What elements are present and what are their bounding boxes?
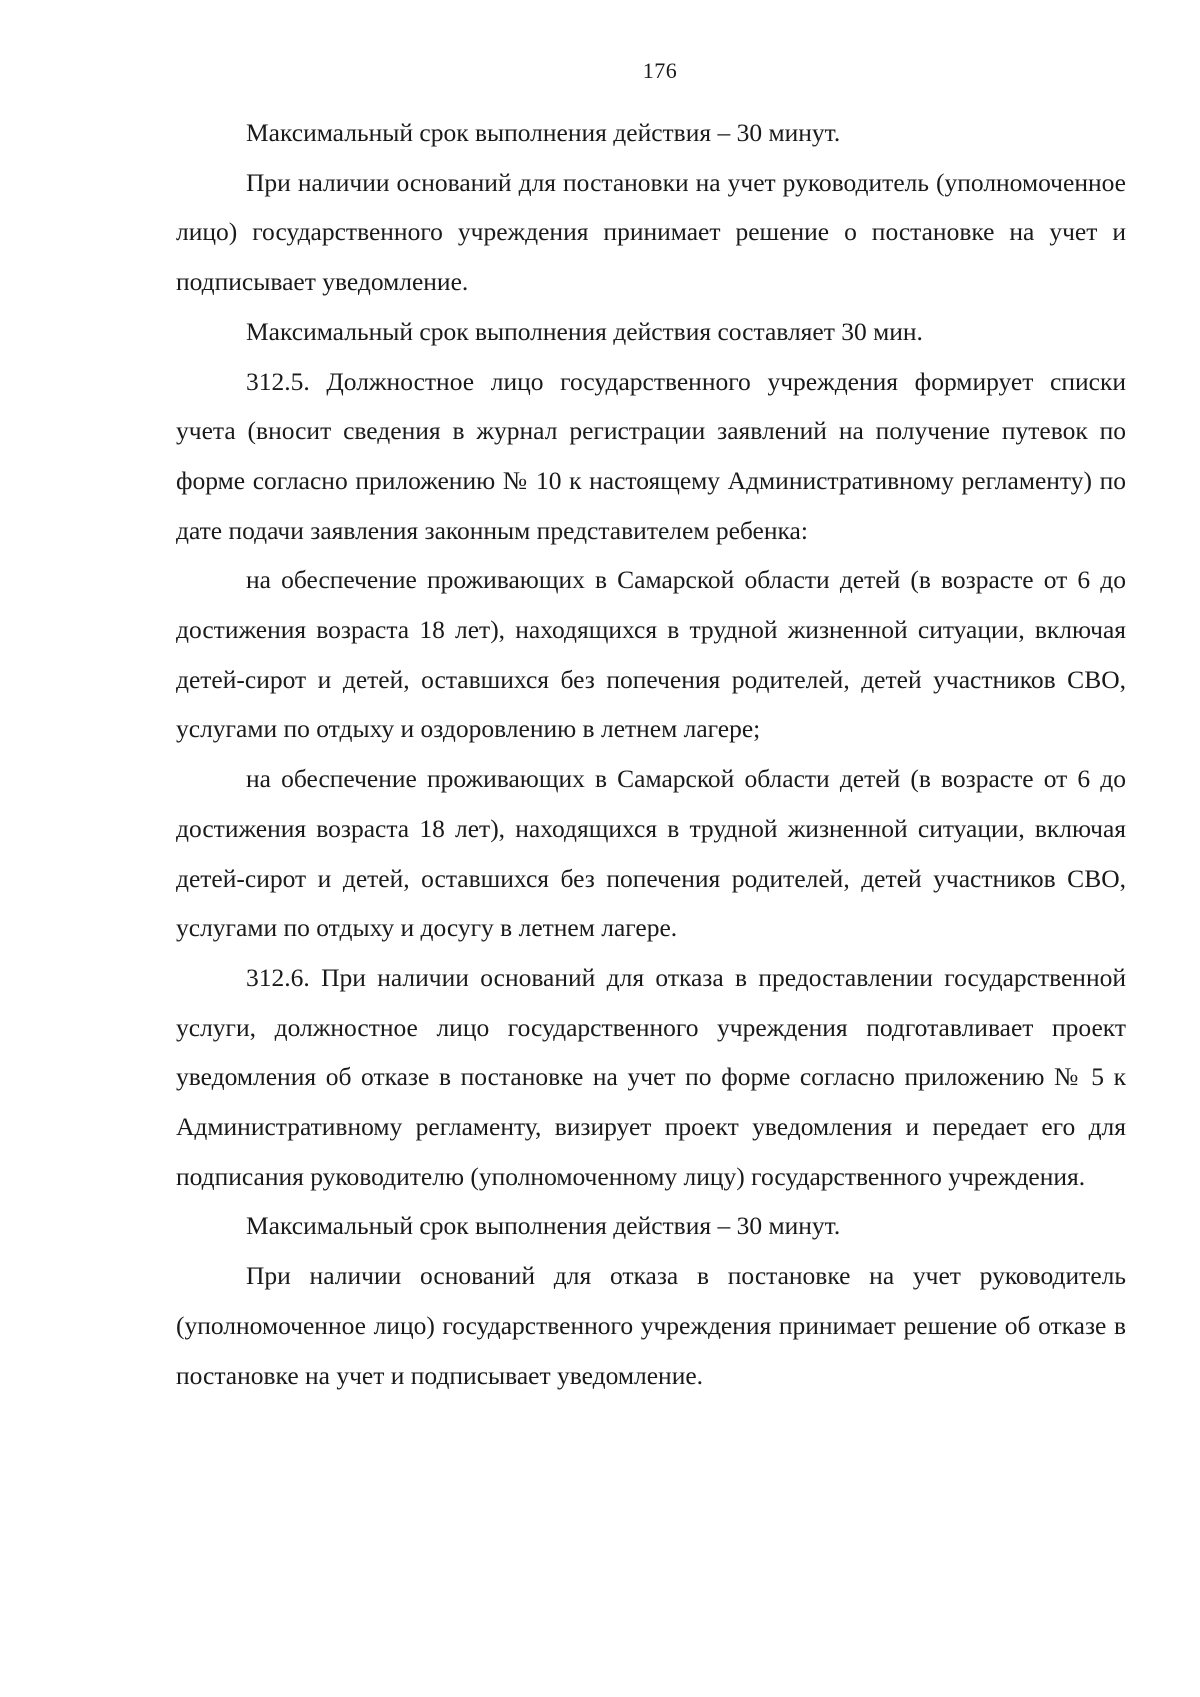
paragraph-refusal-decision: При наличии оснований для отказа в постановке на учет руководитель (уполномоченное лицо) государственного учреждения принимает решение об отказе в постановке на учет и подписывает уведомление. — [176, 1261, 1126, 1390]
paragraph-list-item-leisure: на обеспечение проживающих в Самарской области детей (в возрасте от 6 до достижения возраста 18 лет), находящихся в трудной жизненной ситуации, включая детей-сирот и детей, оставшихся без попечения родителей, детей участников СВО, услугами по отдыху и досугу в летнем лагере. — [176, 764, 1126, 943]
paragraph-312-5: 312.5. Должностное лицо государственного учреждения формирует списки учета (вносит сведения в журнал регистрации заявлений на получение путевок по форме согласно приложению № 10 к настоящему Административному регламенту) по дате подачи заявления законным представителем ребенка: — [176, 366, 1126, 545]
page-number: 176 — [642, 58, 678, 83]
paragraph-registration-decision: При наличии оснований для постановки на учет руководитель (уполномоченное лицо) государственного учреждения принимает решение о постановке на учет и подписывает уведомление. — [176, 167, 1126, 297]
paragraph-312-6: 312.6. При наличии оснований для отказа в предоставлении государственной услуги, должностное лицо государственного учреждения подготавливает проект уведомления об отказе в постановке на учет по форме согласно приложению № 5 к Административному регламенту, визирует проект уведомления и передает его для подписания руководителю (уполномоченному лицу) государственного учреждения. — [176, 962, 1126, 1191]
paragraph-max-time-3: Максимальный срок выполнения действия – 30 минут. — [246, 1211, 841, 1241]
paragraph-max-time-2: Максимальный срок выполнения действия составляет 30 мин. — [246, 316, 923, 346]
paragraph-max-time-1: Максимальный срок выполнения действия – 30 минут. — [246, 118, 841, 147]
paragraph-list-item-health: на обеспечение проживающих в Самарской области детей (в возрасте от 6 до достижения возраста 18 лет), находящихся в трудной жизненной ситуации, включая детей-сирот и детей, оставшихся без попечения родителей, детей участников СВО, услугами по отдыху и оздоровлению в летнем лагере; — [176, 565, 1126, 744]
document-body — [176, 108, 1126, 1400]
